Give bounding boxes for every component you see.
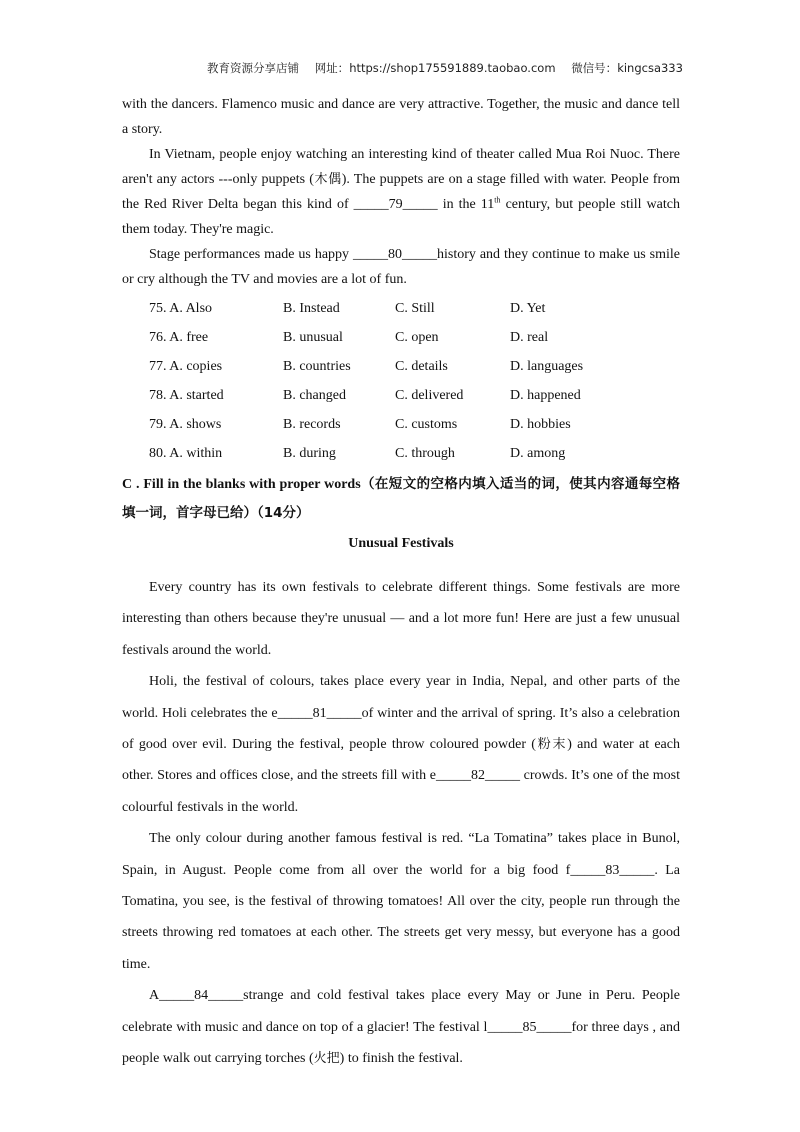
- blank-82: _____82_____: [435, 768, 520, 784]
- options-row-78: [122, 381, 680, 410]
- wechat-group: [571, 61, 683, 75]
- chinese-gloss: 木偶: [313, 172, 342, 187]
- passage-c-paragraph-3: The only colour during another famous festival is red. “La Tomatina” takes place in Bunol, Spain, in August. People come from all over the world for a big food f_____83_____. La Tomatina, you see, is the festival of throwing tomatoes! All over the city, people run through the streets throwing red tomatoes at each other. The streets get very messy, but everyone has a good time.: [122, 831, 680, 972]
- blank-84: _____84_____: [159, 988, 244, 1004]
- url-label: 网址：: [314, 61, 350, 75]
- blank-83: _____83_____: [570, 862, 655, 878]
- wechat-label: 微信号：: [571, 61, 618, 75]
- option: D. languages: [510, 358, 584, 374]
- option: 75. A. Also: [149, 300, 213, 316]
- page-header: [0, 60, 800, 76]
- option: B. countries: [283, 358, 351, 374]
- options-row-79: [122, 410, 680, 439]
- option: C. customs: [395, 416, 458, 432]
- option: D. among: [510, 445, 566, 461]
- option: D. Yet: [510, 300, 546, 316]
- passage-title: Unusual Festivals: [348, 536, 454, 551]
- superscript: th: [494, 195, 501, 205]
- option: 79. A. shows: [149, 416, 222, 432]
- section-c-instruction: （在短文的空格内填入适当的词，使其内容通每空格填一词，首字母已给）（14分）: [122, 476, 680, 521]
- options-row-75: [122, 294, 680, 323]
- blank-85: _____85_____: [487, 1019, 572, 1035]
- passage-c-paragraph-1: Every country has its own festivals to celebrate different things. Some festivals are more interesting than others because they're unusual — and a lot more fun! Here are just a few unusual festivals around the world.: [122, 580, 680, 658]
- wechat-id: kingcsa333: [617, 61, 683, 75]
- document-body: [122, 92, 680, 1075]
- chinese-gloss: 粉末: [535, 737, 568, 753]
- passage-c-paragraph-4: A_____84_____strange and cold festival takes place every May or June in Peru. People celebrate with music and dance on top of a glacier! The festival l_____85_____for three days , and people walk out carrying torches (火把) to finish the festival.: [122, 988, 680, 1067]
- passage-b-paragraph-1: In Vietnam, people enjoy watching an interesting kind of theater called Mua Roi Nuoc. There aren't any actors ---only puppets (木偶). The puppets are on a stage filled with water. People from the Red River Delta began this kind of _____79_____ in the 11th century, but people still watch them today. They're magic.: [122, 147, 680, 237]
- options-row-77: [122, 352, 680, 381]
- shop-url-group: [315, 61, 556, 75]
- blank-79: _____79_____: [353, 197, 438, 212]
- passage-b-paragraph-0: with the dancers. Flamenco music and dance are very attractive. Together, the music and dance tell a story.: [122, 97, 680, 137]
- options-row-80: [122, 439, 680, 468]
- blank-81: _____81_____: [277, 705, 362, 721]
- option: D. real: [510, 329, 549, 345]
- option: B. changed: [283, 387, 346, 403]
- options-row-76: [122, 323, 680, 352]
- passage-b-paragraph-2: Stage performances made us happy _____80_____history and they continue to make us smile or cry although the TV and movies are a lot of fun.: [122, 247, 680, 287]
- option: B. unusual: [283, 329, 343, 345]
- blank-80: _____80_____: [352, 247, 437, 262]
- option: C. Still: [395, 300, 435, 316]
- option: D. happened: [510, 387, 581, 403]
- option: C. details: [395, 358, 448, 374]
- option: 76. A. free: [149, 329, 209, 345]
- section-c-label: C . Fill in the blanks with proper words: [122, 477, 361, 492]
- shop-url: https://shop175591889.taobao.com: [349, 61, 556, 75]
- option: B. during: [283, 445, 336, 461]
- option: 77. A. copies: [149, 358, 223, 374]
- option: 78. A. started: [149, 387, 224, 403]
- shop-name: 教育资源分享店铺: [207, 61, 300, 75]
- option: C. through: [395, 445, 455, 461]
- option: D. hobbies: [510, 416, 571, 432]
- option: B. records: [283, 416, 341, 432]
- option: C. delivered: [395, 387, 464, 403]
- option: B. Instead: [283, 300, 340, 316]
- option: 80. A. within: [149, 445, 223, 461]
- chinese-gloss: 火把: [313, 1051, 340, 1067]
- passage-c-paragraph-2: Holi, the festival of colours, takes place every year in India, Nepal, and other parts of the world. Holi celebrates the e_____81_____of winter and the arrival of spring. It’s also a celebration of good over evil. During the festival, people throw coloured powder (粉末) and water at each other. Stores and offices close, and the streets fill with e_____82_____ crowds. It’s one of the most colourful festivals in the world.: [122, 674, 681, 815]
- answer-options: [122, 294, 680, 468]
- section-c-heading: [122, 470, 680, 528]
- option: C. open: [395, 329, 439, 345]
